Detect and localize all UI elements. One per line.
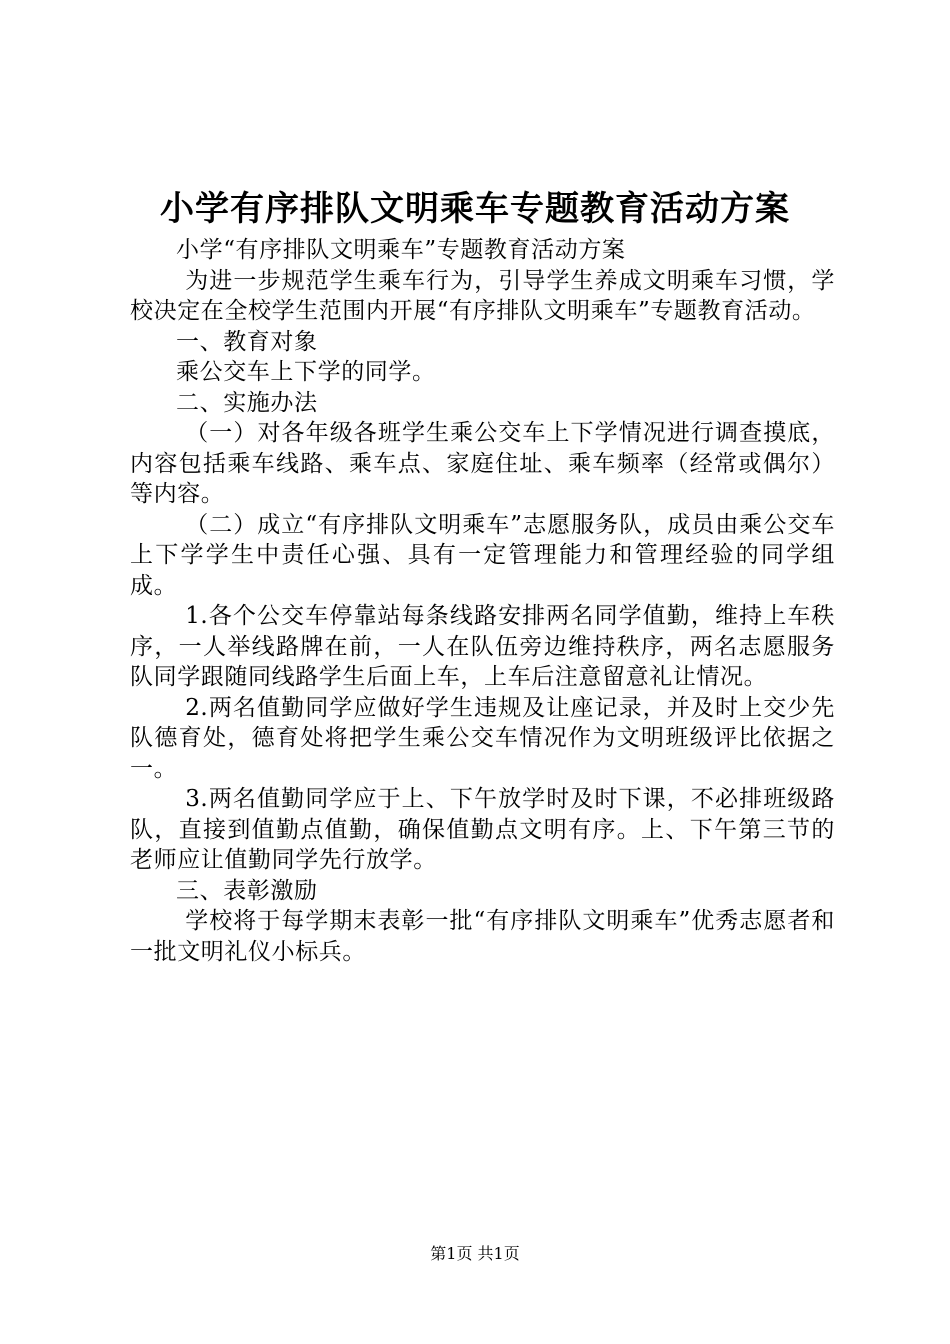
paragraph-intro: 为进一步规范学生乘车行为，引导学生养成文明乘车习惯，学校决定在全校学生范围内开展“有序排队文明乘车”专题教育活动。 bbox=[130, 267, 835, 324]
section-heading-rewards: 三、表彰激励 bbox=[176, 877, 318, 904]
paragraph-implementation-2: （二）成立“有序排队文明乘车”志愿服务队，成员由乘公交车上下学学生中责任心强、具有一定管理能力和管理经验的同学组成。 bbox=[130, 511, 835, 599]
list-item-1: 1.各个公交车停靠站每条线路安排两名同学值勤，维持上车秩序，一人举线路牌在前，一人在队伍旁边维持秩序，两名志愿服务队同学跟随同线路学生后面上车，上车后注意留意礼让情况。 bbox=[130, 603, 835, 690]
document-title: 小学有序排队文明乘车专题教育活动方案 bbox=[160, 189, 790, 229]
section-heading-education-target: 一、教育对象 bbox=[176, 328, 318, 355]
list-item-3: 3.两名值勤同学应于上、下午放学时及时下课，不必排班级路队，直接到值勤点值勤，确保值勤点文明有序。上、下午第三节的老师应让值勤同学先行放学。 bbox=[130, 786, 835, 873]
paragraph-rewards: 学校将于每学期末表彰一批“有序排队文明乘车”优秀志愿者和一批文明礼仪小标兵。 bbox=[130, 908, 835, 965]
list-item-2: 2.两名值勤同学应做好学生违规及让座记录，并及时上交少先队德育处，德育处将把学生乘公交车情况作为文明班级评比依据之一。 bbox=[130, 694, 835, 782]
section-heading-implementation: 二、实施办法 bbox=[176, 389, 318, 416]
page-footer: 第1页 共1页 bbox=[430, 1244, 520, 1263]
paragraph-education-target: 乘公交车上下学的同学。 bbox=[176, 359, 436, 385]
document-body bbox=[130, 235, 835, 967]
paragraph-subtitle: 小学“有序排队文明乘车”专题教育活动方案 bbox=[176, 237, 626, 263]
paragraph-implementation-1: （一）对各年级各班学生乘公交车上下学情况进行调查摸底，内容包括乘车线路、乘车点、家庭住址、乘车频率（经常或偶尔）等内容。 bbox=[130, 420, 835, 507]
